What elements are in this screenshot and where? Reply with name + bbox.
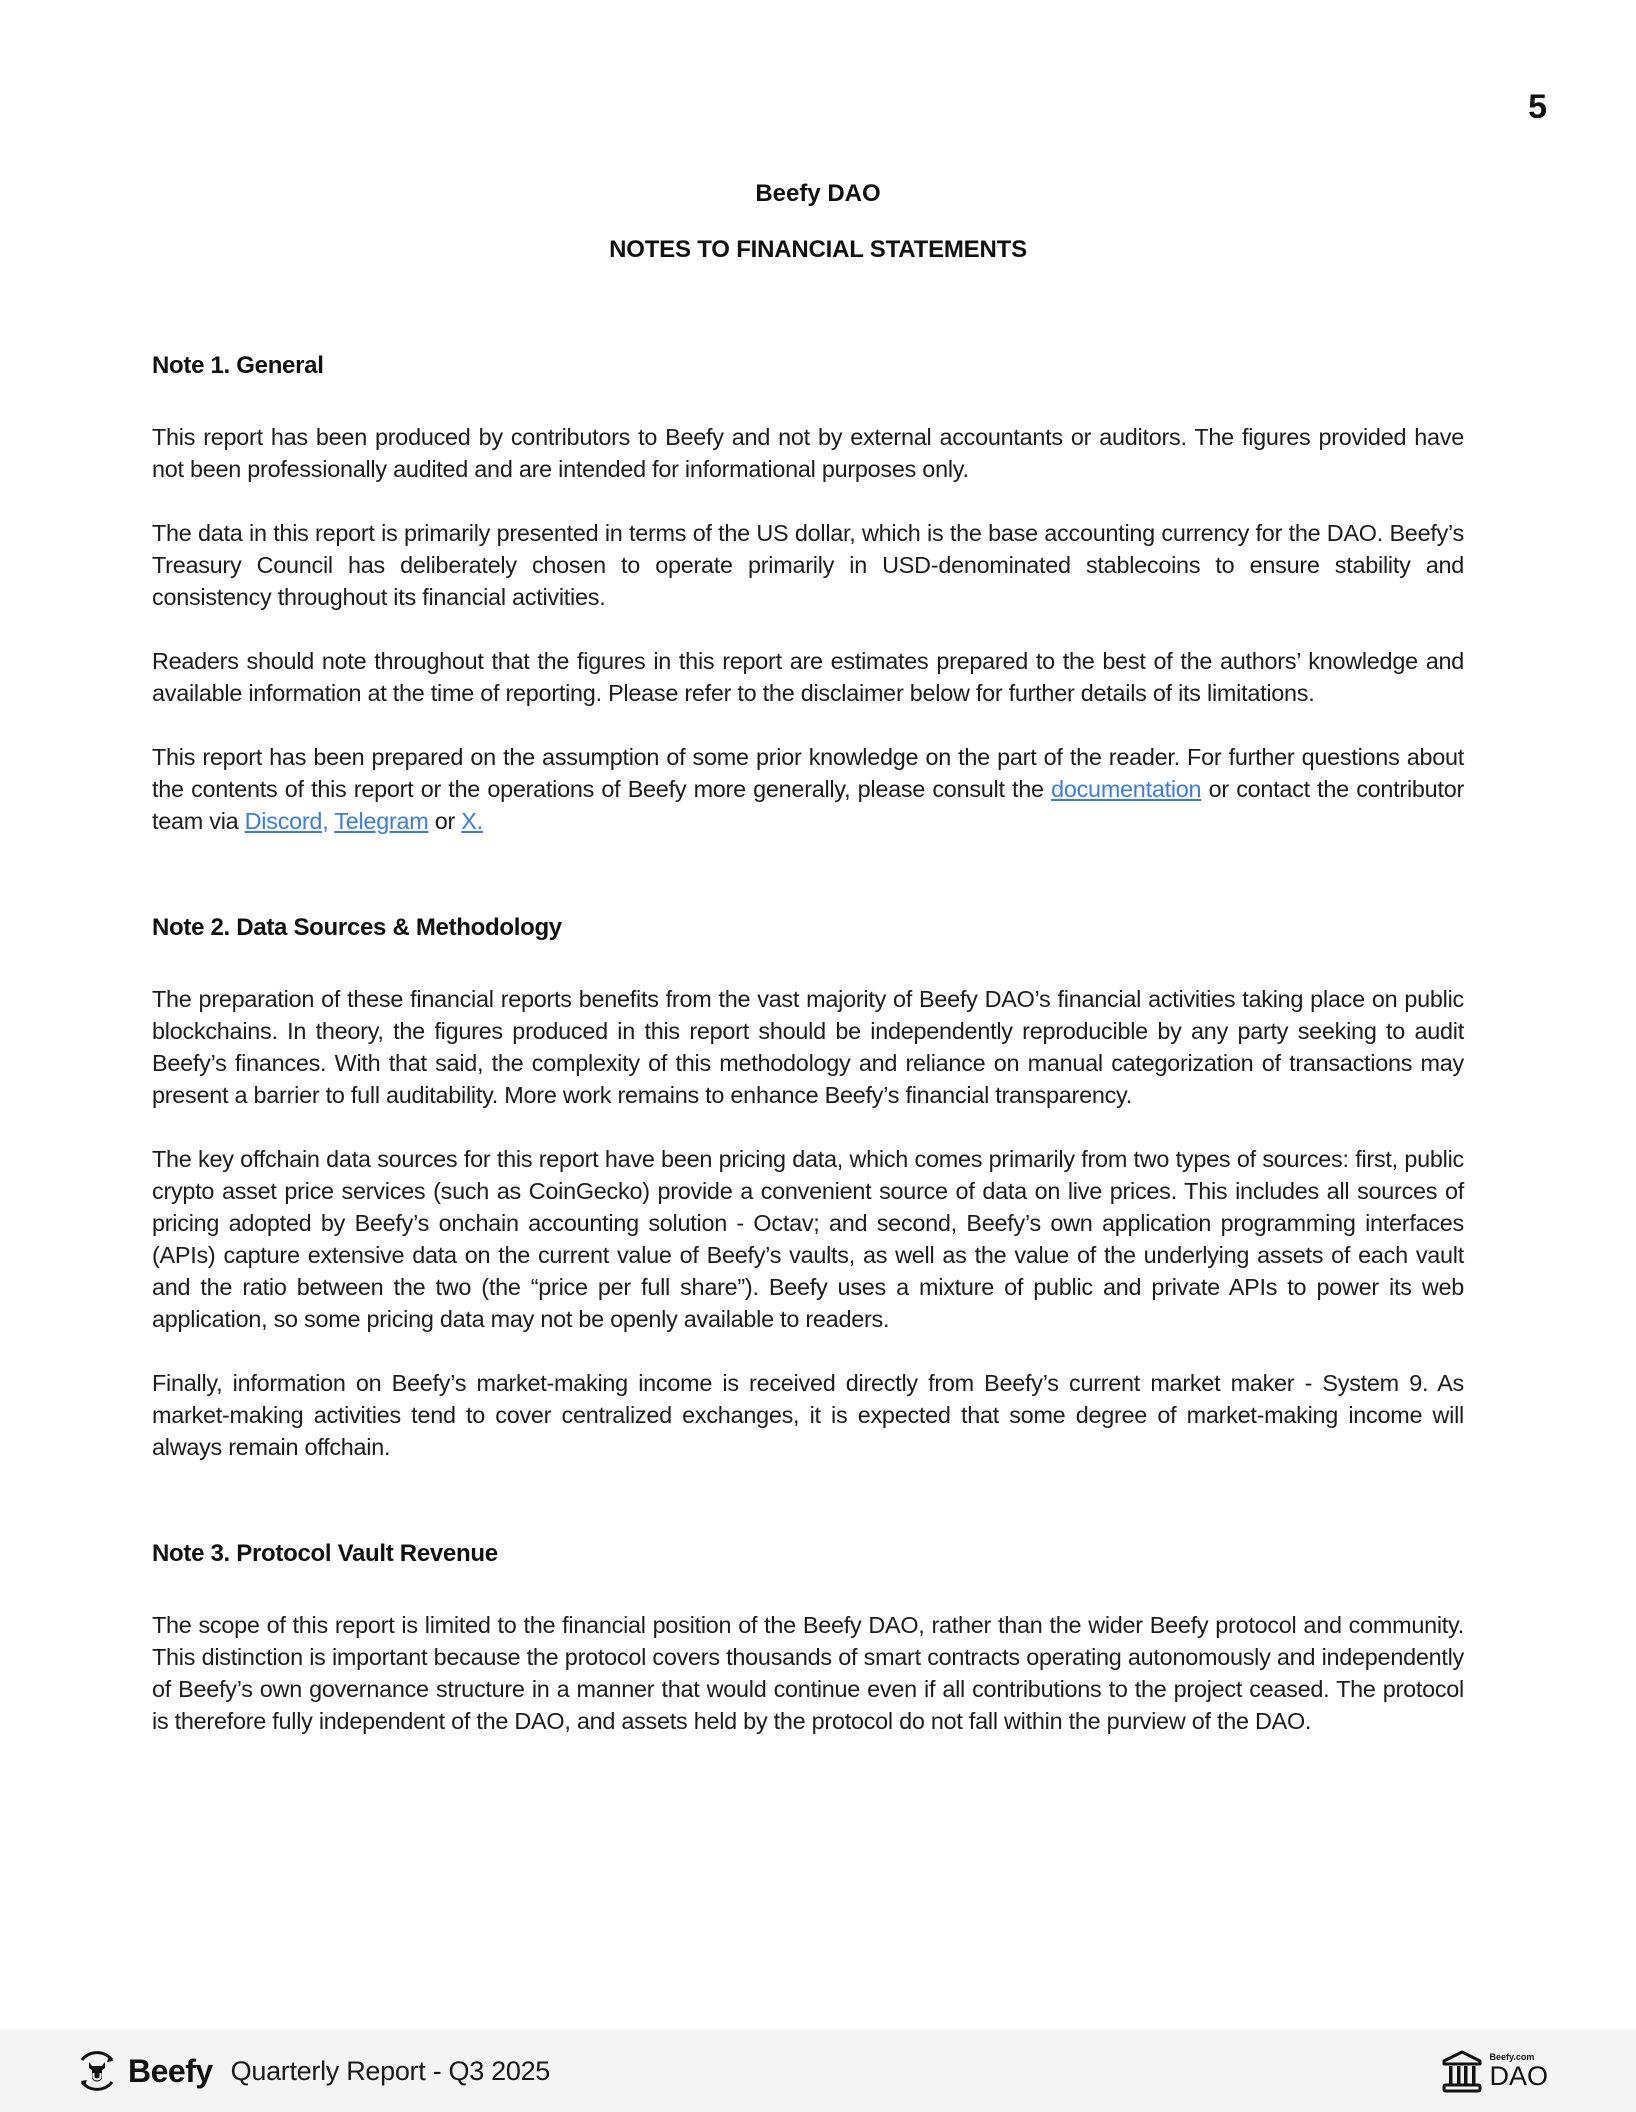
footer-brand bbox=[72, 2046, 550, 2096]
beefy-cow-logo-icon bbox=[72, 2046, 122, 2096]
documentation-link[interactable]: documentation bbox=[1051, 776, 1202, 802]
note-2-section bbox=[152, 911, 1464, 1463]
paragraph: Finally, information on Beefy’s market-making income is received directly from Beefy’s current market maker - System 9. As market-making activities tend to cover centralized exchanges, it is expected that some degree of market-making income will always remain offchain. bbox=[152, 1370, 1464, 1460]
telegram-link[interactable]: Telegram bbox=[334, 808, 429, 834]
notes-content bbox=[152, 349, 1464, 1811]
dao-site: Beefy.com bbox=[1489, 2051, 1535, 2062]
contact-text-middle: or contact the contributor team via bbox=[152, 776, 1464, 834]
document-subtitle: NOTES TO FINANCIAL STATEMENTS bbox=[609, 236, 1027, 263]
paragraph: This report has been produced by contributors to Beefy and not by external accountants or auditors. The figures provided have not been professionally audited and are intended for informational purposes only. bbox=[152, 424, 1464, 482]
footer-dao-badge bbox=[1441, 2046, 1548, 2096]
document-title: Beefy DAO bbox=[755, 180, 881, 207]
note-1-section bbox=[152, 349, 1464, 837]
paragraph: The data in this report is primarily presented in terms of the US dollar, which is the base accounting currency for the DAO. Beefy’s Treasury Council has deliberately chosen to operate primarily in USD-denominated stablecoins to ensure stability and consistency throughout its financial activities. bbox=[152, 520, 1464, 610]
contact-text-intro: This report has been prepared on the assumption of some prior knowledge on the part of the reader. For further questions about the contents of this report or the operations of Beefy more generally, please consult the bbox=[152, 744, 1464, 802]
report-label: Quarterly Report - Q3 2025 bbox=[230, 2055, 551, 2086]
bank-building-icon bbox=[1441, 2049, 1483, 2093]
brand-name: Beefy bbox=[128, 2052, 213, 2089]
paragraph: The key offchain data sources for this report have been pricing data, which comes primarily from two types of sources: first, public crypto asset price services (such as CoinGecko) provide a convenient source of data on live prices. This includes all sources of pricing adopted by Beefy’s onchain accounting solution - Octav; and second, Beefy’s own application programming interfaces (APIs) capture extensive data on the current value of Beefy’s vaults, as well as the value of the underlying assets of each vault and the ratio between the two (the “price per full share”). Beefy uses a mixture of public and private APIs to power its web application, so some pricing data may not be openly available to readers. bbox=[152, 1146, 1464, 1332]
dao-text bbox=[1489, 2053, 1548, 2090]
discord-link[interactable]: Discord, bbox=[244, 808, 329, 834]
note-heading: Note 1. General bbox=[152, 352, 324, 379]
note-3-section bbox=[152, 1537, 1464, 1737]
page-number: 5 bbox=[1528, 88, 1547, 126]
contact-paragraph bbox=[152, 741, 1464, 837]
paragraph: The scope of this report is limited to the financial position of the Beefy DAO, rather than the wider Beefy protocol and community. This distinction is important because the protocol covers thousands of smart contracts operating autonomously and independently of Beefy’s own governance structure in a manner that would continue even if all contributions to the project ceased. The protocol is therefore fully independent of the DAO, and assets held by the protocol do not fall within the purview of the DAO. bbox=[152, 1612, 1464, 1734]
paragraph: The preparation of these financial reports benefits from the vast majority of Beefy DAO’s financial activities taking place on public blockchains. In theory, the figures produced in this report should be independently reproducible by any party seeking to audit Beefy’s finances. With that said, the complexity of this methodology and reliance on manual categorization of transactions may present a barrier to full auditability. More work remains to enhance Beefy’s financial transparency. bbox=[152, 986, 1464, 1108]
note-heading: Note 2. Data Sources & Methodology bbox=[152, 914, 562, 941]
note-heading: Note 3. Protocol Vault Revenue bbox=[152, 1540, 498, 1567]
x-link[interactable]: X. bbox=[461, 808, 483, 834]
contact-text-or: or bbox=[428, 808, 462, 834]
paragraph: Readers should note throughout that the figures in this report are estimates prepared to the best of the authors’ knowledge and available information at the time of reporting. Please refer to the disclaimer below for further details of its limitations. bbox=[152, 648, 1464, 706]
page-footer bbox=[0, 2030, 1636, 2112]
dao-label: DAO bbox=[1489, 2060, 1548, 2091]
